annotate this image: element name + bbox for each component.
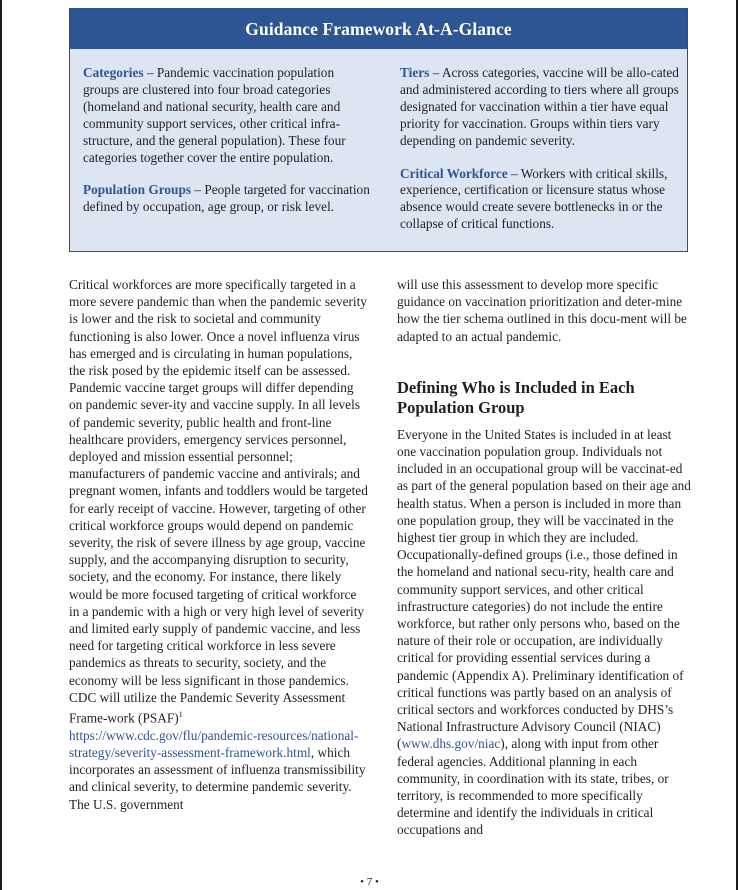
- tiers-text: – Across categories, vaccine will be allo-cated and administered according to tiers where all groups designated for vaccination within a tier have equal priority for vaccination. Groups within tiers vary depending on pandemic severity.: [400, 65, 679, 148]
- guidance-right-column: [400, 65, 682, 249]
- population-groups-definition: [83, 182, 373, 216]
- paragraph-text-after-link: , which incorporates an assessment of influenza transmissibility and clinical severity, to determine pandemic severity. The U.S. government: [69, 744, 366, 812]
- critical-workforce-paragraph: [69, 276, 369, 813]
- page-border-left: [0, 0, 2, 890]
- categories-text: – Pandemic vaccination population groups are clustered into four broad categories (homeland and national security, health care and community support services, other critical infra-structure, and the general population). These four categories together cover the entire population.: [83, 65, 346, 165]
- paragraph-text-after-link: ), along with input from other federal agencies. Additional planning in each community, in coordination with its state, tribes, or territory, is recommended to more specifically determine and identify the individuals in critical occupations and: [397, 736, 669, 838]
- population-groups-text: – People targeted for vaccination defined by occupation, age group, or risk level.: [83, 182, 370, 215]
- guidance-framework-title: Guidance Framework At-A-Glance: [70, 9, 687, 49]
- critical-workforce-text: – Workers with critical skills, experience, certification or licensure status whose absence would create severe bottlenecks in or the collapse of critical functions.: [400, 165, 668, 232]
- critical-workforce-term: Critical Workforce: [400, 165, 508, 181]
- page-number: • 7 •: [360, 876, 379, 888]
- tiers-term: Tiers: [400, 65, 430, 80]
- body-left-column: [69, 276, 369, 813]
- categories-term: Categories: [83, 65, 144, 80]
- body-right-column: [397, 276, 692, 839]
- section-heading: Defining Who is Included in Each Population Group: [397, 377, 635, 417]
- psaf-link[interactable]: https://www.cdc.gov/flu/pandemic-resources/national-strategy/severity-assessment-framework.html: [69, 727, 359, 760]
- paragraph-text-before-link: Everyone in the United States is included in at least one vaccination population group. Individuals not included in an occupational group will be vaccinat-ed as part of the general population based on their age and health status. When a person is included in more than one population group, they will be vaccinated in the highest tier group in which they are included. Occupationally-defined groups (i.e., those defined in the homeland and national secu-rity, health care and community support services, and other critical infrastructure categories) do not include the entire workforce, but rather only persons who, based on the nature of their role or occupation, are individually critical for providing essential services during a pandemic (Appendix A). Preliminary identification of critical functions was partly based on an analysis of critical sectors and workforces conducted by DHS’s National Infrastructure Advisory Council (NIAC) (: [397, 426, 691, 752]
- paragraph-text-before-link: Critical workforces are more specifically targeted in a more severe pandemic than when the pandemic severity is lower and the risk to societal and community functioning is also lower. Once a novel influenza virus has emerged and is circulating in human populations, the risk posed by the epidemic itself can be assessed. Pandemic vaccine target groups will differ depending on pandemic sever-ity and vaccine supply. In all levels of pandemic severity, public health and front-line healthcare providers, emergency services personnel, deployed and mission essential personnel; manufacturers of pandemic vaccine and antivirals; and pregnant women, infants and toddlers would be targeted for early receipt of vaccine. However, targeting of other critical workforce groups would depend on pandemic severity, the risk of severe illness by age group, vaccine supply, and the accompanying disruption to security, society, and the economy. For instance, there likely would be more focused targeting of critical workforce in a pandemic with a high or very high level of severity and limited early supply of pandemic vaccine, and less need for targeting critical workforce in less severe pandemics as threats to security, society, and the economy will be less significant in those pandemics. CDC will utilize the Pandemic Severity Assessment Frame-work (PSAF): [69, 277, 368, 726]
- tiers-definition: [400, 65, 682, 150]
- page-border-right: [736, 0, 738, 890]
- continuation-paragraph: will use this assessment to develop more specific guidance on vaccination prioritization and deter-mine how the tier schema outlined in this docu-ment will be adapted to an actual pandemic.: [397, 277, 687, 344]
- guidance-framework-box: [69, 8, 688, 252]
- guidance-left-column: [83, 65, 373, 232]
- niac-link[interactable]: www.dhs.gov/niac: [401, 736, 501, 752]
- footnote-marker[interactable]: 1: [178, 710, 183, 720]
- critical-workforce-definition: [400, 166, 682, 234]
- categories-definition: [83, 65, 373, 166]
- population-group-paragraph: [397, 426, 692, 839]
- population-groups-term: Population Groups: [83, 182, 192, 198]
